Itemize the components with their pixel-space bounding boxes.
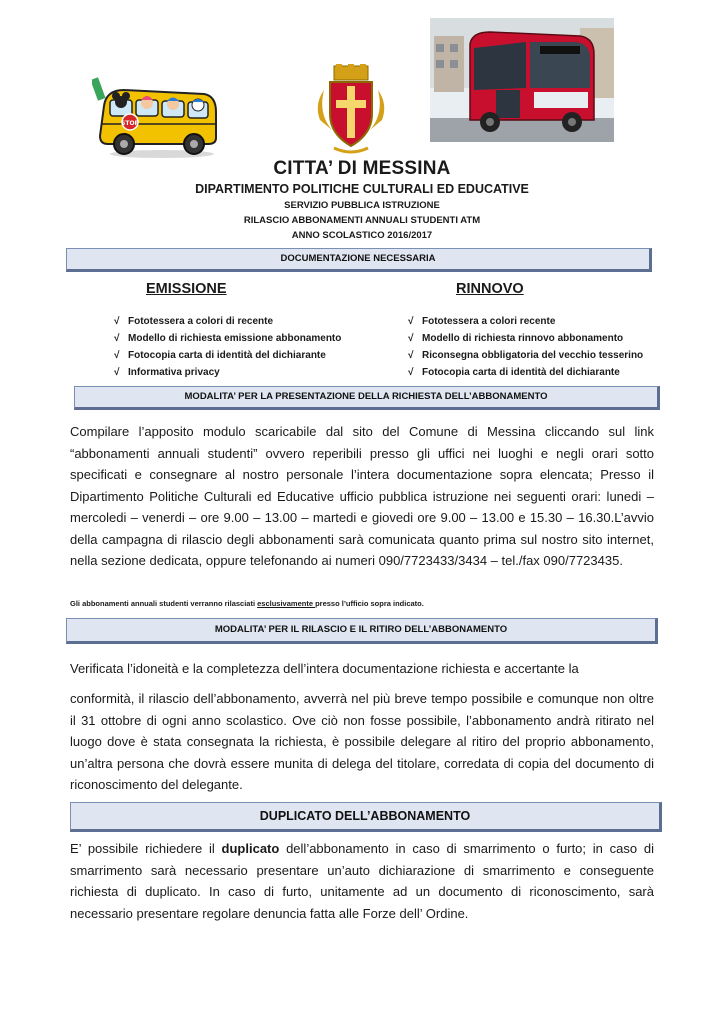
duplicate-paragraph: E’ possibile richiedere il duplicato dell’abbonamento in caso di smarrimento o furto; in caso di smarrimento sarà necessario presentare un’auto dichiarazione di smarrimento e conseguente richiesta di duplicato. In caso di furto, unitamente ad un documento di riconoscimento, sarà necessario presentare regolare denuncia fatta alle Forze dell’ Ordine. — [70, 841, 654, 921]
check-mark-icon: √ — [114, 316, 120, 327]
city-title: CITTA’ DI MESSINA — [273, 158, 451, 179]
duplicate-emphasis: duplicato — [221, 841, 280, 856]
emissione-heading: EMISSIONE — [146, 281, 227, 297]
exclusive-emphasis: esclusivamente — [257, 599, 316, 608]
presentation-paragraph: Compilare l’apposito modulo scaricabile dal sito del Comune di Messina cliccando sul link “abbonamenti annuali studenti” ovvero reperibili presso gli uffici nei luoghi e negli orari sotto specificati e consegnare al nostro personale l’intera documentazione sopra elencata; Presso il Dipartimento Politiche Culturali ed Educative ufficio pubblica istruzione nei seguenti orari: lunedi – mercoledi – venerdi – ore 9.00 – 13.00 – martedi e giovedi ore 9.00 – 13.00 e 15.30 – 16.30.L’avvio della campagna di rilascio degli abbonamenti sarà comunicata quanto prima sul nostro sito internet, nella sezione dedicata, oppure telefonando ai numeri 090/7723433/3434 – tel./fax 090/7723435. — [70, 424, 654, 568]
release-paragraph-intro: Verificata l’idoneità e la completezza dell’intera documentazione richiesta e accertante la — [70, 661, 579, 676]
check-mark-icon: √ — [114, 350, 120, 361]
school-year: ANNO SCOLASTICO 2016/2017 — [291, 230, 433, 241]
check-mark-icon: √ — [408, 367, 414, 378]
section-banner-documentation: DOCUMENTAZIONE NECESSARIA — [66, 248, 652, 272]
rinnovo-requirements-list — [408, 313, 643, 381]
check-mark-icon: √ — [408, 333, 414, 344]
city-bus-photo — [430, 18, 614, 142]
issuance-subject: RILASCIO ABBONAMENTI ANNUALI STUDENTI ATM — [243, 215, 481, 226]
exclusive-office-note: Gli abbonamenti annuali studenti verranno rilasciati esclusivamente presso l’ufficio sopra indicato. — [70, 599, 424, 608]
list-item: √ Riconsegna obbligatoria del vecchio tesserino — [408, 347, 643, 364]
list-item: √ Fototessera a colori di recente — [114, 313, 341, 330]
list-item: √ Fototessera a colori recente — [408, 313, 643, 330]
section-banner-presentation: MODALITA’ PER LA PRESENTAZIONE DELLA RICHIESTA DELL’ABBONAMENTO — [74, 386, 660, 410]
check-mark-icon: √ — [114, 333, 120, 344]
check-mark-icon: √ — [408, 350, 414, 361]
list-item: √ Modello di richiesta emissione abbonamento — [114, 330, 341, 347]
school-bus-illustration — [92, 72, 222, 160]
release-paragraph: conformità, il rilascio dell’abbonamento, avverrà nel più breve tempo possibile e comunque non oltre il 31 ottobre di ogni anno scolastico. Ove ciò non fosse possibile, l’abbonamento andrà ritirato nel luogo dove è stata consegnata la richiesta, è possibile delegare al ritiro del proprio abbonamento, un’altra persona che dovrà essere munita di delega del titolare, corredata di copia del documento di riconoscimento del delegante. — [70, 691, 654, 792]
check-mark-icon: √ — [408, 316, 414, 327]
list-item: √ Fotocopia carta di identità del dichiarante — [408, 364, 643, 381]
city-crest-emblem — [314, 64, 388, 156]
list-item: √ Informativa privacy — [114, 364, 341, 381]
svg-text:STOP: STOP — [121, 120, 139, 127]
list-item: √ Modello di richiesta rinnovo abbonamento — [408, 330, 643, 347]
emissione-requirements-list — [114, 313, 341, 381]
list-item: √ Fotocopia carta di identità del dichiarante — [114, 347, 341, 364]
section-banner-duplicate: DUPLICATO DELL’ABBONAMENTO — [70, 802, 662, 832]
section-banner-release: MODALITA’ PER IL RILASCIO E IL RITIRO DELL’ABBONAMENTO — [66, 618, 658, 644]
service-name: SERVIZIO PUBBLICA ISTRUZIONE — [284, 200, 440, 211]
department-name: DIPARTIMENTO POLITICHE CULTURALI ED EDUCATIVE — [195, 182, 529, 196]
rinnovo-heading: RINNOVO — [456, 281, 524, 297]
check-mark-icon: √ — [114, 367, 120, 378]
